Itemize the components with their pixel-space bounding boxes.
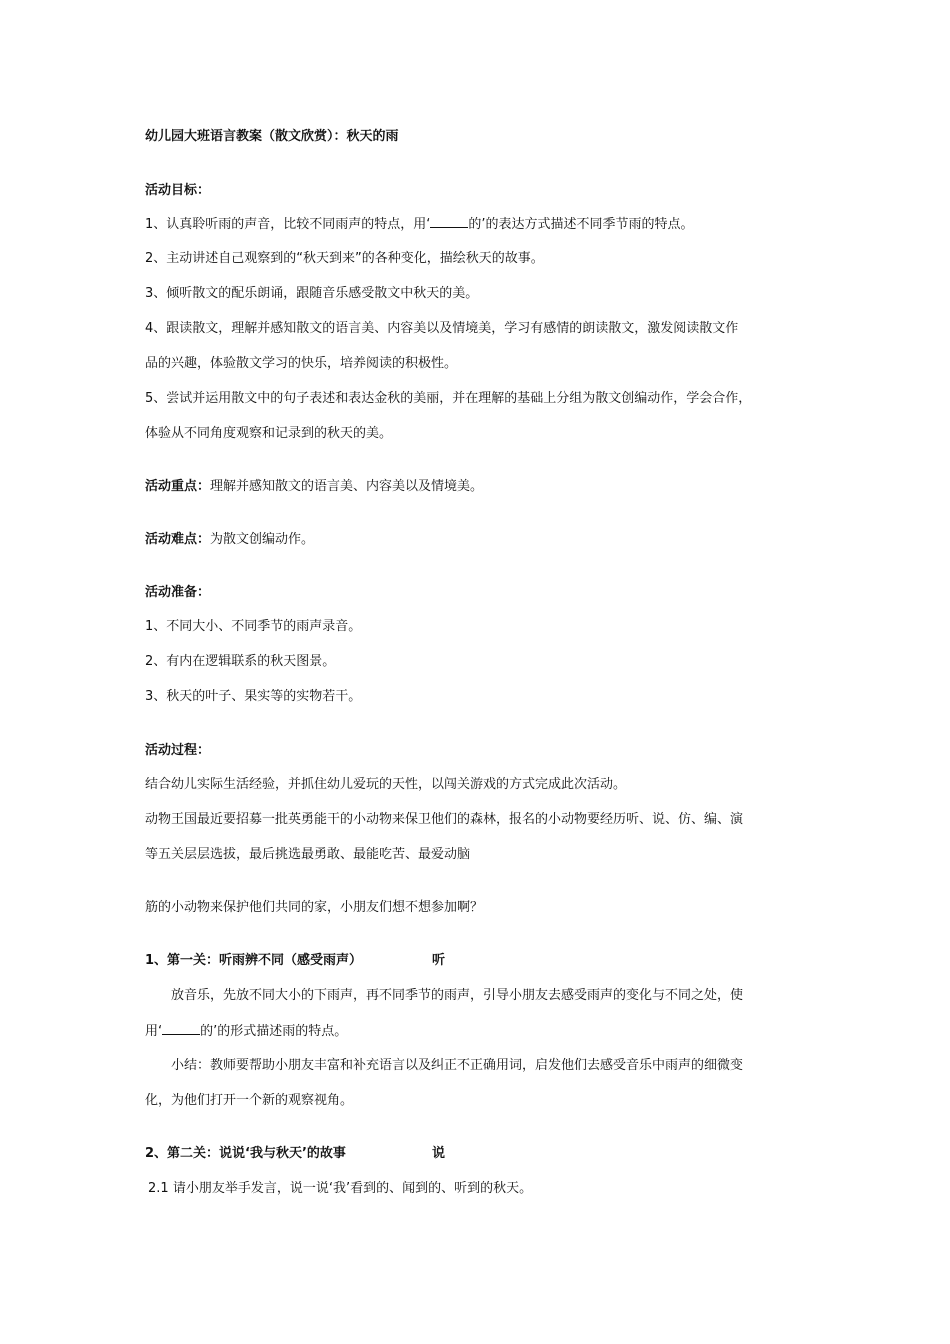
goal-item-4-line-1: 4、跟读散文，理解并感知散文的语言美、内容美以及情境美，学习有感情的朗读散文，激发阅读散文作 [145, 321, 739, 336]
level-1-text-post: 的’的形式描述雨的特点。 [200, 1024, 348, 1039]
focus-label: 活动重点： [145, 479, 211, 494]
fill-blank [162, 1022, 200, 1035]
process-paragraph-1: 结合幼儿实际生活经验，并抓住幼儿爱玩的天性，以闯关游戏的方式完成此次活动。 [145, 777, 627, 792]
prep-heading: 活动准备： [145, 585, 211, 600]
prep-item-1: 1、不同大小、不同季节的雨声录音。 [145, 619, 362, 634]
prep-item-3: 3、秋天的叶子、果实等的实物若干。 [145, 689, 362, 704]
focus-paragraph [145, 478, 483, 496]
process-paragraph-2-line-2: 等五关层层选拔，最后挑选最勇敢、最能吃苦、最爱动脑 [145, 847, 471, 862]
process-paragraph-3: 筋的小动物来保护他们共同的家，小朋友们想不想参加啊？ [145, 900, 484, 915]
level-1-paragraph-1-line-2 [145, 1022, 347, 1041]
goal-item-3: 3、倾听散文的配乐朗诵，跟随音乐感受散文中秋天的美。 [145, 286, 479, 301]
level-1-summary-line-1: 小结：教师要帮助小朋友丰富和补充语言以及纠正不正确用词，启发他们去感受音乐中雨声的细微变 [171, 1058, 744, 1073]
process-heading: 活动过程： [145, 743, 211, 758]
goal-item-4-line-2: 品的兴趣，体验散文学习的快乐，培养阅读的积极性。 [145, 356, 458, 371]
goal-item-1-text-pre: 1、认真聆听雨的声音，比较不同雨声的特点，用‘ [145, 217, 431, 232]
level-2-heading: 2、第二关：说说‘我与秋天’的故事 [145, 1146, 346, 1161]
goal-item-1-text-post: 的’的表达方式描述不同季节雨的特点。 [468, 217, 694, 232]
fill-blank [430, 215, 468, 228]
level-2-item [148, 1180, 532, 1198]
focus-text: 理解并感知散文的语言美、内容美以及情境美。 [210, 479, 484, 494]
document-page [145, 0, 810, 1344]
level-1-heading: 1、第一关：听雨辨不同（感受雨声） [145, 953, 363, 968]
difficulty-paragraph [145, 531, 314, 549]
goal-item-5-line-2: 体验从不同角度观察和记录到的秋天的美。 [145, 426, 393, 441]
level-1-paragraph-1-line-1: 放音乐，先放不同大小的下雨声，再不同季节的雨声，引导小朋友去感受雨声的变化与不同之处，使 [171, 988, 744, 1003]
level-2-item-text: 请小朋友举手发言，说一说‘我’看到的、闻到的、听到的秋天。 [172, 1181, 533, 1196]
process-paragraph-2-line-1: 动物王国最近要招募一批英勇能干的小动物来保卫他们的森林，报名的小动物要经历听、说、仿、编、演 [145, 812, 744, 827]
document-title: 幼儿园大班语言教案（散文欣赏）：秋天的雨 [145, 129, 399, 144]
level-1-tag: 听 [432, 953, 446, 968]
level-2-tag: 说 [432, 1146, 446, 1161]
level-2-item-number: 2.1 [148, 1181, 169, 1196]
goal-item-2: 2、主动讲述自己观察到的“秋天到来”的各种变化，描绘秋天的故事。 [145, 251, 544, 266]
prep-item-2: 2、有内在逻辑联系的秋天图景。 [145, 654, 336, 669]
goals-heading: 活动目标： [145, 183, 211, 198]
difficulty-label: 活动难点： [145, 532, 211, 547]
difficulty-text: 为散文创编动作。 [210, 532, 315, 547]
level-1-text-pre: 用‘ [145, 1024, 163, 1039]
goal-item-1 [145, 215, 694, 234]
level-1-summary-line-2: 化，为他们打开一个新的观察视角。 [145, 1093, 354, 1108]
goal-item-5-line-1: 5、尝试并运用散文中的句子表述和表达金秋的美丽，并在理解的基础上分组为散文创编动作，学会合作， [145, 391, 752, 406]
